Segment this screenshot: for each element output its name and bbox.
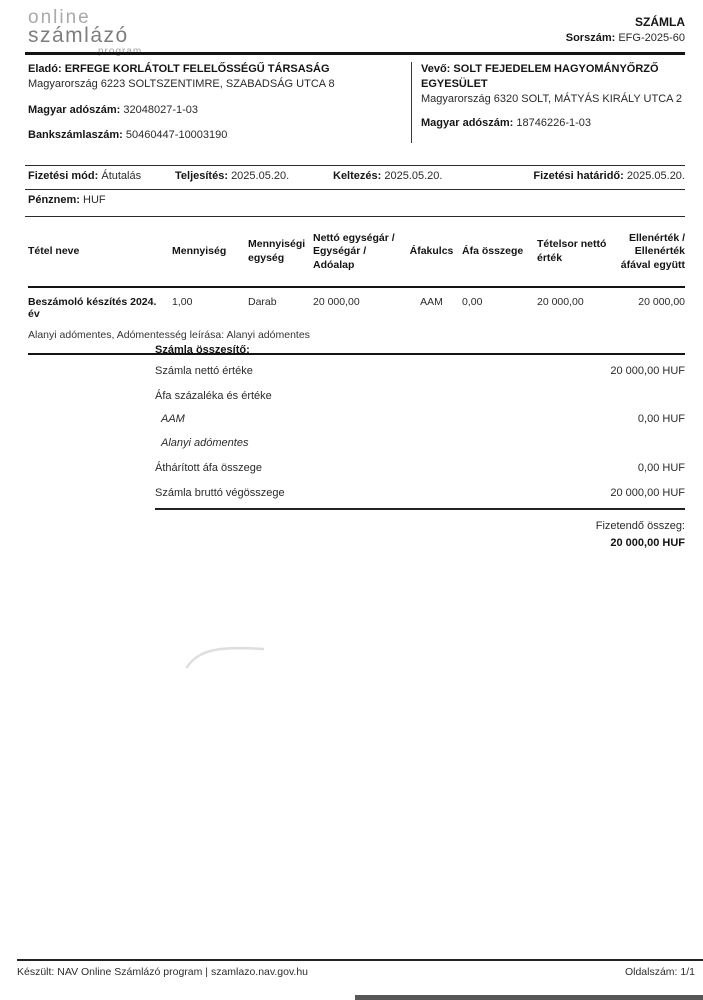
- payment-method-value: Átutalás: [101, 170, 142, 182]
- due-date-label: Fizetési határidő:: [533, 170, 624, 182]
- item-net-value: 20 000,00: [537, 296, 584, 308]
- item-unit-price: 20 000,00: [313, 296, 360, 308]
- summary-gross-row: [155, 487, 685, 500]
- col-header-vat-code: Áfakulcs: [407, 218, 462, 287]
- seller-bank-label: Bankszámlaszám:: [28, 128, 123, 141]
- col-header-vat-amount: Áfa összege: [462, 218, 537, 287]
- summary-vat-section-row: [155, 390, 685, 403]
- divider: [25, 189, 685, 190]
- footer-generator-text: Készült: NAV Online Számlázó program | szamlazo.nav.gov.hu: [17, 966, 309, 978]
- summary-passed-vat-label: Áthárított áfa összege: [155, 461, 263, 474]
- summary-net-row: [155, 365, 685, 378]
- due-date: [533, 170, 685, 182]
- payment-method-label: Fizetési mód:: [28, 170, 99, 182]
- scan-artifact-mark: [175, 632, 275, 677]
- items-table: [28, 218, 685, 355]
- issue-date-value: 2025.05.20.: [384, 170, 443, 182]
- document-meta: [566, 14, 685, 47]
- summary-net-label: Számla nettó értéke: [155, 365, 253, 377]
- summary-vat-code-row: [155, 413, 685, 426]
- serial-number-value: EFG-2025-60: [618, 32, 685, 45]
- scanner-edge-artifact: [355, 995, 703, 1000]
- summary-vat-code: AAM: [161, 413, 185, 426]
- currency-value: HUF: [83, 194, 106, 206]
- summary-vat-exemption-row: [155, 437, 685, 450]
- seller-name-line: [28, 62, 403, 77]
- summary-divider: [155, 508, 685, 510]
- summary-passed-vat-row: [155, 462, 685, 475]
- buyer-tax-label: Magyar adószám:: [421, 117, 514, 130]
- online-szamlazo-logo: [28, 8, 142, 57]
- summary-vat-code-value: 0,00 HUF: [637, 413, 685, 426]
- issue-date: [333, 170, 442, 182]
- fulfillment-date-value: 2025.05.20.: [231, 170, 290, 182]
- col-header-quantity: Mennyiség: [172, 218, 248, 287]
- seller-address: Magyarország 6223 SOLTSZENTIMRE, SZABADSÁG UTCA 8: [28, 77, 335, 90]
- seller-bank-account: [28, 128, 403, 143]
- serial-number-label: Sorszám:: [565, 32, 616, 45]
- col-header-gross-value: Ellenérték / Ellenérték áfával együtt: [620, 218, 685, 287]
- payment-details-row: [28, 170, 685, 186]
- page-number-label: Oldalszám:: [624, 966, 678, 978]
- summary-vat-exemption: Alanyi adómentes: [161, 436, 249, 449]
- summary-net-value: 20 000,00 HUF: [610, 365, 685, 377]
- currency-row: [28, 194, 106, 206]
- buyer-tax-value: 18746226-1-03: [516, 117, 591, 130]
- item-gross-value: 20 000,00: [638, 296, 685, 308]
- document-type-title: SZÁMLA: [635, 15, 685, 29]
- seller-tax-number: [28, 103, 403, 118]
- summary-title: Számla összesítő:: [155, 344, 250, 356]
- buyer-name-line: [421, 62, 685, 92]
- buyer-address: Magyarország 6320 SOLT, MÁTYÁS KIRÁLY UTCA 2: [421, 92, 683, 105]
- logo-line-szamlazo: számlázó: [28, 24, 129, 47]
- item-vat-amount: 0,00: [462, 296, 483, 308]
- due-date-value: 2025.05.20.: [626, 170, 685, 182]
- buyer-name: SOLT FEJEDELEM HAGYOMÁNYŐRZŐ EGYESÜLET: [421, 63, 659, 90]
- col-header-unit: Mennyiségi egység: [248, 218, 313, 287]
- serial-number: [566, 31, 685, 47]
- seller-tax-value: 32048027-1-03: [123, 104, 198, 117]
- seller-block: [28, 62, 411, 143]
- divider: [25, 216, 685, 217]
- footer-divider: [17, 959, 703, 961]
- buyer-label: Vevő:: [421, 63, 451, 75]
- item-name: Beszámoló készítés 2024. év: [28, 296, 157, 320]
- summary-vat-section-label: Áfa százaléka és értéke: [155, 390, 272, 403]
- items-table-header: [28, 218, 685, 287]
- divider: [25, 165, 685, 166]
- buyer-tax-number: [421, 116, 685, 131]
- payment-method: [28, 170, 141, 182]
- item-quantity: 1,00: [172, 296, 193, 308]
- payable-amount: 20 000,00 HUF: [610, 536, 685, 549]
- footer: [17, 966, 695, 978]
- payable-block: [155, 518, 685, 552]
- seller-tax-label: Magyar adószám:: [28, 104, 121, 117]
- col-header-net-value: Tételsor nettó érték: [537, 218, 620, 287]
- summary-gross-value: 20 000,00 HUF: [610, 486, 685, 499]
- seller-bank-value: 50460447-10003190: [125, 128, 228, 141]
- item-unit: Darab: [248, 296, 277, 308]
- buyer-block: [411, 62, 685, 143]
- fulfillment-date: [175, 170, 289, 182]
- item-note: Alanyi adómentes, Adómentesség leírása: Alanyi adómentes: [28, 322, 685, 354]
- summary-passed-vat-value: 0,00 HUF: [637, 461, 685, 474]
- seller-name: ERFEGE KORLÁTOLT FELELŐSSÉGŰ TÁRSASÁG: [64, 63, 330, 75]
- fulfillment-date-label: Teljesítés:: [175, 170, 228, 182]
- item-row: [28, 287, 685, 322]
- item-vat-code: AAM: [420, 296, 443, 308]
- col-header-unit-price: Nettó egységár / Egységár / Adóalap: [313, 218, 407, 287]
- currency-label: Pénznem:: [28, 194, 80, 206]
- page-number-value: 1/1: [680, 966, 695, 978]
- issue-date-label: Keltezés:: [333, 170, 382, 182]
- seller-label: Eladó:: [28, 63, 62, 75]
- summary-gross-label: Számla bruttó végösszege: [155, 486, 285, 499]
- header-divider: [25, 52, 685, 55]
- invoice-summary: [155, 344, 685, 552]
- parties-section: [28, 62, 685, 143]
- page-number: [625, 966, 695, 978]
- col-header-item-name: Tétel neve: [28, 218, 172, 287]
- payable-label: Fizetendő összeg:: [595, 519, 685, 532]
- logo-line-online: online: [28, 7, 91, 28]
